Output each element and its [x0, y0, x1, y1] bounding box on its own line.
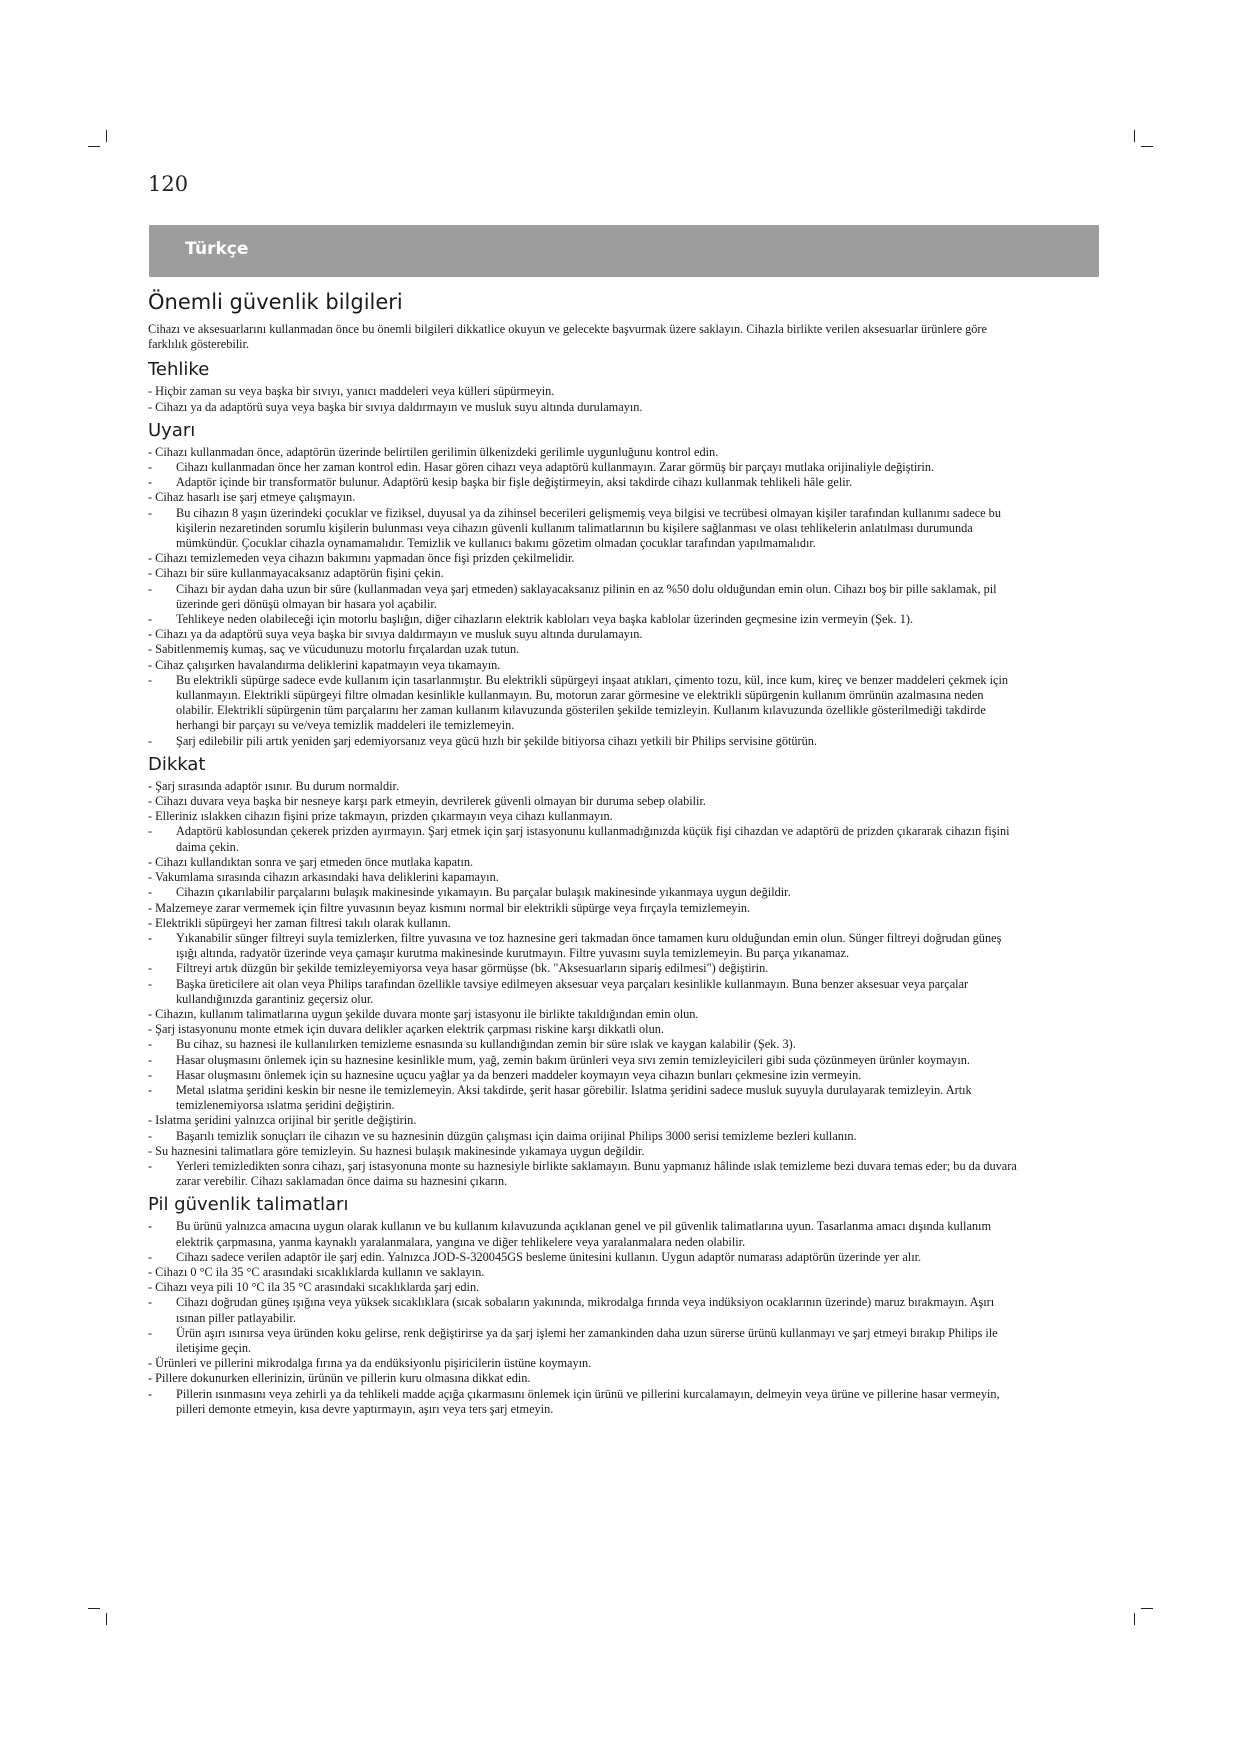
list-item: - Cihazı sadece verilen adaptör ile şarj edin. Yalnızca JOD-S-320045GS besleme ünitesini kullanın. Uygun adaptör numarası adaptörün üzerinde yer alır.	[148, 1250, 1024, 1265]
list-item: - Hasar oluşmasını önlemek için su haznesine uçucu yağlar ya da benzeri maddeler koymayın veya cihazın bunları çekmesine izin vermeyin.	[148, 1068, 1024, 1083]
list-item: - Cihazı duvara veya başka bir nesneye karşı park etmeyin, devrilerek güvenli olmayan bir duruma sebep olabilir.	[148, 794, 1024, 809]
section-heading: Pil güvenlik talimatları	[148, 1194, 349, 1216]
crop-mark-top-left-v	[106, 130, 107, 142]
list-item: - Pillerin ısınmasını veya zehirli ya da tehlikeli madde açığa çıkarmasını önlemek için ürünü ve pillerini kurcalamayın, delmeyin veya ürüne ve pillerine hasar vermeyin, pilleri demonte etmeyin, kısa devre yaptırmayın, aşırı veya ters şarj etmeyin.	[148, 1387, 1024, 1417]
safety-list	[148, 779, 1024, 1189]
list-item: - Vakumlama sırasında cihazın arkasındaki hava deliklerini kapamayın.	[148, 870, 1024, 885]
list-item: - Hasar oluşmasını önlemek için su haznesine kesinlikle mum, yağ, zemin bakım ürünleri veya sıvı zemin temizleyicileri gibi suda çözünmeyen ürünler koymayın.	[148, 1053, 1024, 1068]
list-item: - Cihazı bir süre kullanmayacaksanız adaptörün fişini çekin.	[148, 566, 1024, 581]
list-item: - Cihazı doğrudan güneş ışığına veya yüksek sıcaklıklara (sıcak sobaların yakınında, mikrodalga fırında veya indüksiyon ocaklarının üzerinde) maruz bırakmayın. Aşırı ısınan piller patlayabilir.	[148, 1295, 1024, 1325]
crop-mark-top-right-h	[1141, 146, 1153, 147]
list-item: - Su haznesini talimatlara göre temizleyin. Su haznesi bulaşık makinesinde yıkamaya uygun değildir.	[148, 1144, 1024, 1159]
list-item: - Adaptörü kablosundan çekerek prizden ayırmayın. Şarj etmek için şarj istasyonunu kullanmadığınızda küçük fişi cihazdan ve adaptörü de prizden çıkararak cihazın fişini daima çekin.	[148, 824, 1024, 854]
list-item: - Cihazı kullanmadan önce, adaptörün üzerinde belirtilen gerilimin ülkenizdeki gerilimle uygunluğunu kontrol edin.	[148, 445, 1024, 460]
list-item: - Cihazı ya da adaptörü suya veya başka bir sıvıya daldırmayın ve musluk suyu altında durulamayın.	[148, 400, 1024, 415]
list-item: - Cihazı kullanmadan önce her zaman kontrol edin. Hasar gören cihazı veya adaptörü kullanmayın. Zarar görmüş bir parçayı mutlaka orijinaliyle değiştirin.	[148, 460, 1024, 475]
list-item: - Cihazın, kullanım talimatlarına uygun şekilde duvara monte şarj istasyonu ile birlikte takıldığından emin olun.	[148, 1007, 1024, 1022]
language-label: Türkçe	[185, 239, 249, 259]
sections-container	[148, 358, 1024, 1417]
list-item: - Bu ürünü yalnızca amacına uygun olarak kullanın ve bu kullanım kılavuzunda açıklanan genel ve pil güvenlik talimatlarına uyun. Tasarlanma amacı dışında kullanım elektrik çarpmasına, yanma kaynaklı yaralanmalara, yangına ve diğer tehlikelere veya yaralanmalara neden olabilir.	[148, 1219, 1024, 1249]
list-item: - Yerleri temizledikten sonra cihazı, şarj istasyonuna monte su haznesiyle birlikte saklamayın. Bunu yapmanız hâlinde ıslak temizleme bezi duvara temas eder; bu da duvara zarar verebilir. Cihazı saklamadan önce daima su haznesini çıkarın.	[148, 1159, 1024, 1189]
document-title: Önemli güvenlik bilgileri	[148, 290, 403, 314]
safety-list	[148, 1219, 1024, 1417]
safety-list	[148, 384, 1024, 414]
list-item: - Filtreyi artık düzgün bir şekilde temizleyemiyorsa veya hasar görmüşse (bk. "Aksesuarların sipariş edilmesi") değiştirin.	[148, 961, 1024, 976]
list-item: - Şarj istasyonunu monte etmek için duvara delikler açarken elektrik çarpması riskine karşı dikkatli olun.	[148, 1022, 1024, 1037]
intro-paragraph: Cihazı ve aksesuarlarını kullanmadan önce bu önemli bilgileri dikkatlice okuyun ve gelecekte başvurmak üzere saklayın. Cihazla birlikte verilen aksesuarlar ürünlere göre farklılık gösterebilir.	[148, 322, 987, 352]
crop-mark-top-left-h	[88, 146, 100, 147]
section-tehlike	[148, 358, 1024, 414]
list-item: - Bu cihaz, su haznesi ile kullanılırken temizleme esnasında su kullandığından zemin bir süre ıslak ve kaygan kalabilir (Şek. 3).	[148, 1037, 1024, 1052]
crop-mark-bottom-left-v	[106, 1613, 107, 1625]
section-uyar-	[148, 419, 1024, 749]
list-item: - Şarj edilebilir pili artık yeniden şarj edemiyorsanız veya gücü hızlı bir şekilde bitiyorsa cihazı yetkili bir Philips servisine götürün.	[148, 734, 1024, 749]
list-item: - Ürünleri ve pillerini mikrodalga fırına ya da endüksiyonlu pişiricilerin üstüne koymayın.	[148, 1356, 1024, 1371]
list-item: - Bu elektrikli süpürge sadece evde kullanım için tasarlanmıştır. Bu elektrikli süpürgeyi inşaat atıkları, çimento tozu, kül, ince kum, kireç ve benzer maddeleri çekmek için kullanmayın. Elektrikli süpürgeyi filtre olmadan kesinlikle kullanmayın. Bu, motorun zarar görmesine ve elektrikli süpürgenin kullanım ömrünün azalmasına neden olabilir. Elektrikli süpürgenin tüm parçalarını her zaman kullanım kılavuzunda gösterilen şekilde temizleyin. Kullanım kılavuzunda özellikle gösterilmediği takdirde herhangi bir parçayı su ve/veya temizlik maddeleri ile temizlemeyin.	[148, 673, 1024, 734]
list-item: - Tehlikeye neden olabileceği için motorlu başlığın, diğer cihazların elektrik kabloları veya başka kablolar üzerinden geçmesine izin vermeyin (Şek. 1).	[148, 612, 1024, 627]
list-item: - Metal ıslatma şeridini keskin bir nesne ile temizlemeyin. Aksi takdirde, şerit hasar görebilir. Islatma şeridini sadece musluk suyuyla durulayarak temizleyin. Artık temizlenemiyorsa ıslatma şeridini değiştirin.	[148, 1083, 1024, 1113]
list-item: - Başarılı temizlik sonuçları ile cihazın ve su haznesinin düzgün çalışması için daima orijinal Philips 3000 serisi temizleme bezleri kullanın.	[148, 1129, 1024, 1144]
list-item: - Şarj sırasında adaptör ısınır. Bu durum normaldir.	[148, 779, 1024, 794]
list-item: - Cihazın çıkarılabilir parçalarını bulaşık makinesinde yıkamayın. Bu parçalar bulaşık makinesinde yıkanmaya uygun değildir.	[148, 885, 1024, 900]
crop-mark-top-right-v	[1134, 130, 1135, 142]
list-item: - Elektrikli süpürgeyi her zaman filtresi takılı olarak kullanın.	[148, 916, 1024, 931]
section-heading: Uyarı	[148, 419, 196, 441]
list-item: - Bu cihazın 8 yaşın üzerindeki çocuklar ve fiziksel, duyusal ya da zihinsel becerileri gelişmemiş veya bilgisi ve tecrübesi olmayan kişiler tarafından kullanımı sadece bu kişilerin nezaretinden sorumlu kişilerin bulunması veya cihazın güvenli kullanım talimatlarının bu kişilere sağlanması ve olası tehlikelerin anlatılması durumunda mümkündür. Çocuklar cihazla oynamamalıdır. Temizlik ve kullanıcı bakımı gözetim olmadan çocuklar tarafından yapılmamalıdır.	[148, 506, 1024, 552]
list-item: - Cihazı 0 °C ila 35 °C arasındaki sıcaklıklarda kullanın ve saklayın.	[148, 1265, 1024, 1280]
page-number: 120	[148, 172, 189, 196]
list-item: - Pillere dokunurken ellerinizin, ürünün ve pillerin kuru olmasına dikkat edin.	[148, 1371, 1024, 1386]
list-item: - Yıkanabilir sünger filtreyi suyla temizlerken, filtre yuvasına ve toz haznesine geri takmadan önce tamamen kuru olduğundan emin olun. Sünger filtreyi doğrudan güneş ışığı altında, radyatör üzerinde veya çamaşır kurutma makinesinde kurutmayın. Filtre yuvasını suyla temizlemeyin. Bu parça yıkanamaz.	[148, 931, 1024, 961]
list-item: - Malzemeye zarar vermemek için filtre yuvasının beyaz kısmını normal bir elektrikli süpürge veya fırçayla temizlemeyin.	[148, 901, 1024, 916]
section-heading: Dikkat	[148, 753, 206, 775]
section-heading: Tehlike	[148, 359, 210, 381]
language-banner	[149, 225, 1099, 277]
list-item: - Cihaz çalışırken havalandırma deliklerini kapatmayın veya tıkamayın.	[148, 658, 1024, 673]
section-dikkat	[148, 753, 1024, 1189]
list-item: - Sabitlenmemiş kumaş, saç ve vücudunuzu motorlu fırçalardan uzak tutun.	[148, 642, 1024, 657]
crop-mark-bottom-left-h	[88, 1608, 100, 1609]
crop-mark-bottom-right-h	[1141, 1608, 1153, 1609]
list-item: - Cihazı temizlemeden veya cihazın bakımını yapmadan önce fişi prizden çekilmelidir.	[148, 551, 1024, 566]
list-item: - Cihazı veya pili 10 °C ila 35 °C arasındaki sıcaklıklarda şarj edin.	[148, 1280, 1024, 1295]
list-item: - Cihazı kullandıktan sonra ve şarj etmeden önce mutlaka kapatın.	[148, 855, 1024, 870]
list-item: - Elleriniz ıslakken cihazın fişini prize takmayın, prizden çıkarmayın veya cihazı kullanmayın.	[148, 809, 1024, 824]
safety-list	[148, 445, 1024, 749]
list-item: - Ürün aşırı ısınırsa veya üründen koku gelirse, renk değiştirirse ya da şarj işlemi her zamankinden daha uzun sürerse ürünü kullanmayı ve şarj etmeyi bırakıp Philips ile iletişime geçin.	[148, 1326, 1024, 1356]
crop-mark-bottom-right-v	[1134, 1613, 1135, 1625]
list-item: - Başka üreticilere ait olan veya Philips tarafından özellikle tavsiye edilmeyen aksesuar veya parçaları kesinlikle kullanmayın. Buna benzer aksesuar veya parçalar kullandığınızda garantiniz geçersiz olur.	[148, 977, 1024, 1007]
list-item: - Cihazı bir aydan daha uzun bir süre (kullanmadan veya şarj etmeden) saklayacaksanız pilinin en az %50 dolu olduğundan emin olun. Cihazı boş bir pille saklamak, pil üzerinde geri dönüşü olmayan bir hasara yol açabilir.	[148, 582, 1024, 612]
list-item: - Hiçbir zaman su veya başka bir sıvıyı, yanıcı maddeleri veya külleri süpürmeyin.	[148, 384, 1024, 399]
list-item: - Cihazı ya da adaptörü suya veya başka bir sıvıya daldırmayın ve musluk suyu altında durulamayın.	[148, 627, 1024, 642]
list-item: - Cihaz hasarlı ise şarj etmeye çalışmayın.	[148, 490, 1024, 505]
document-body	[148, 288, 1024, 1421]
list-item: - Adaptör içinde bir transformatör bulunur. Adaptörü kesip başka bir fişle değiştirmeyin, aksi takdirde cihazı kullanmak tehlikeli hâle gelir.	[148, 475, 1024, 490]
section-pil-g-venlik-talimatlar-	[148, 1193, 1024, 1417]
list-item: - Islatma şeridini yalnızca orijinal bir şeritle değiştirin.	[148, 1113, 1024, 1128]
